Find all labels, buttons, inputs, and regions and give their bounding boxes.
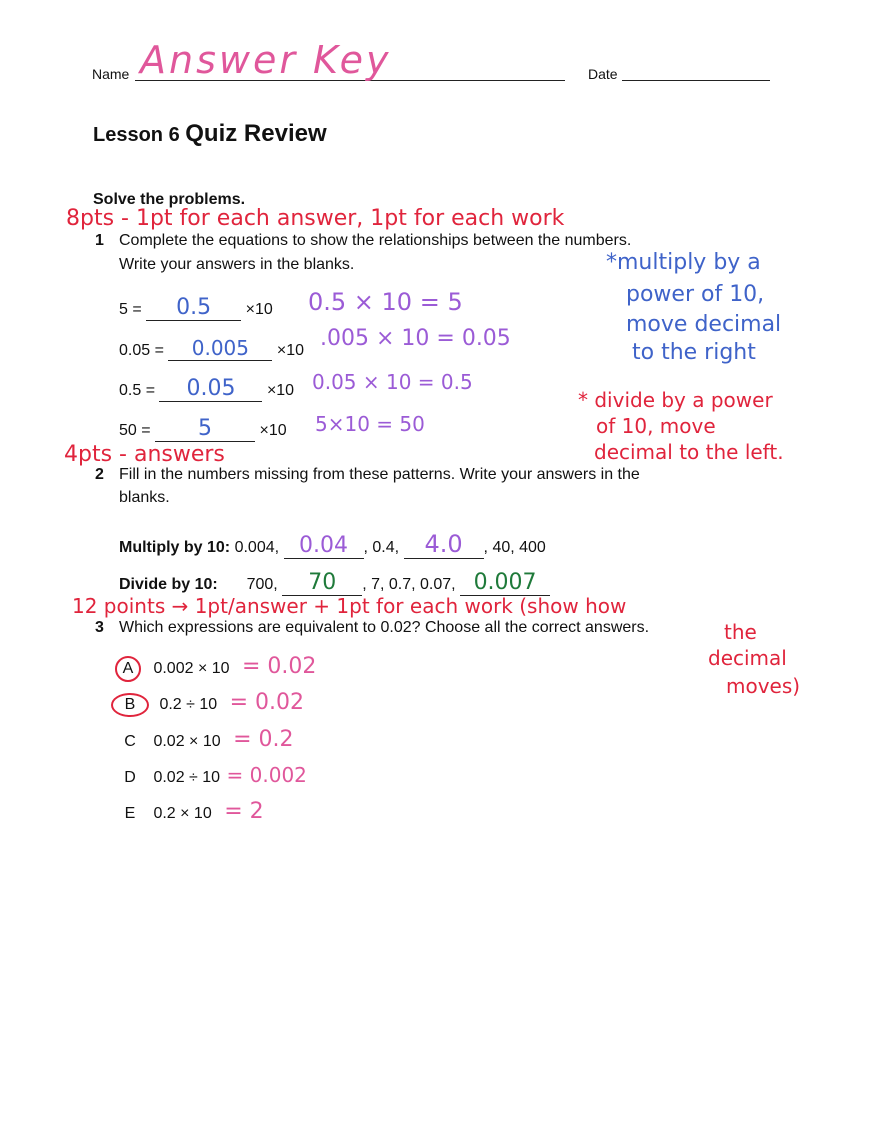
date-line[interactable] — [622, 80, 770, 81]
q2-points-note: 4pts - answers — [64, 442, 225, 467]
option-work: = 0.02 — [229, 690, 305, 715]
q1-work-3: 0.05 × 10 = 0.5 — [312, 370, 473, 394]
q1-text: Complete the equations to show the relationships between the numbers. — [119, 232, 632, 249]
pattern-answer-blank[interactable]: 4.0 — [404, 530, 484, 559]
q1-answer-blank[interactable]: 0.5 — [146, 295, 241, 321]
lesson-label: Lesson 6 — [93, 124, 180, 146]
q2-divide-row — [119, 570, 550, 596]
q2-text-2: blanks. — [119, 489, 170, 506]
option-work: = 0.02 — [241, 654, 317, 679]
q3-number: 3 — [95, 619, 104, 636]
option-letter: B — [111, 693, 149, 717]
q2-text: Fill in the numbers missing from these patterns. Write your answers in the — [119, 466, 640, 483]
q1-work-1: 0.5 × 10 = 5 — [308, 288, 463, 316]
q1-row-times: ×10 — [276, 342, 304, 359]
q1-row-left: 0.05 = — [119, 342, 164, 359]
q3-points-note: 12 points → 1pt/answer + 1pt for each work (show how — [72, 594, 627, 618]
q1-answer-blank[interactable]: 0.05 — [159, 376, 262, 402]
divide-rule-3: decimal to the left. — [594, 440, 784, 464]
q1-answer-blank[interactable]: 5 — [155, 416, 255, 442]
q1-row-left: 0.5 = — [119, 382, 156, 399]
q1-answer-blank[interactable]: 0.005 — [168, 336, 272, 361]
q1-row-times: ×10 — [245, 301, 273, 318]
q1-work-2: .005 × 10 = 0.05 — [320, 326, 511, 351]
q3-option-c[interactable] — [119, 727, 294, 752]
q1-number: 1 — [95, 232, 104, 249]
pattern-item: 0.004, — [234, 539, 280, 556]
multiply-rule-2: power of 10, — [626, 282, 765, 307]
q1-row-2 — [119, 336, 304, 361]
option-work: = 2 — [224, 799, 264, 824]
multiply-rule-4: to the right — [632, 340, 756, 365]
divide-label: Divide by 10: — [119, 576, 218, 593]
instructions: Solve the problems. — [93, 191, 246, 208]
pattern-item: , 40, 400 — [483, 539, 546, 556]
q1-row-times: ×10 — [266, 382, 295, 399]
pattern-item: 700, — [246, 576, 278, 593]
multiply-label: Multiply by 10: — [119, 539, 231, 556]
pattern-item: , 0.4, — [363, 539, 400, 556]
q1-work-4: 5×10 = 50 — [315, 412, 425, 436]
divide-rule-2: of 10, move — [596, 414, 716, 438]
q2-multiply-row — [119, 530, 546, 559]
name-label: Name — [92, 66, 130, 82]
date-label: Date — [588, 66, 618, 82]
q1-points-note: 8pts - 1pt for each answer, 1pt for each work — [66, 206, 565, 231]
q1-row-4 — [119, 416, 287, 442]
pattern-answer-blank[interactable]: 70 — [282, 570, 362, 596]
page-title — [93, 120, 327, 148]
option-letter: E — [124, 805, 136, 822]
multiply-rule-3: move decimal — [626, 312, 782, 337]
name-handwritten: Answer Key — [140, 38, 392, 82]
pattern-item: , 7, 0.7, 0.07, — [362, 576, 456, 593]
option-expression: 0.2 ÷ 10 — [159, 696, 218, 713]
option-letter: C — [124, 733, 136, 750]
pattern-answer-blank[interactable]: 0.007 — [460, 570, 550, 596]
pattern-answer-blank[interactable]: 0.04 — [284, 533, 364, 559]
q2-number: 2 — [95, 466, 104, 483]
quiz-title: Quiz Review — [185, 120, 327, 147]
option-letter: A — [115, 656, 141, 682]
option-letter: D — [124, 769, 136, 786]
option-work: = 0.2 — [233, 727, 294, 752]
q1-row-left: 50 = — [119, 422, 151, 439]
q3-option-a[interactable] — [119, 654, 316, 682]
multiply-rule-1: *multiply by a — [606, 250, 761, 275]
option-work: = 0.002 — [226, 763, 307, 787]
q1-row-left: 5 = — [119, 301, 142, 318]
option-expression: 0.02 × 10 — [153, 733, 221, 750]
q1-row-3 — [119, 376, 294, 402]
q3-option-e[interactable] — [119, 799, 264, 824]
q3-text: Which expressions are equivalent to 0.02? Choose all the correct answers. — [119, 619, 650, 636]
q1-text-2: Write your answers in the blanks. — [119, 256, 355, 273]
divide-rule-1: * divide by a power — [578, 388, 773, 412]
option-expression: 0.002 × 10 — [153, 660, 230, 677]
q1-row-times: ×10 — [259, 422, 287, 439]
q3-note-3: moves) — [726, 674, 801, 698]
q1-row-1 — [119, 295, 273, 321]
option-expression: 0.2 × 10 — [153, 805, 212, 822]
q3-note-1: the — [724, 620, 757, 644]
q3-option-d[interactable] — [119, 763, 307, 787]
option-expression: 0.02 ÷ 10 — [153, 769, 221, 786]
q3-option-b[interactable] — [119, 690, 304, 717]
q3-note-2: decimal — [708, 646, 787, 670]
